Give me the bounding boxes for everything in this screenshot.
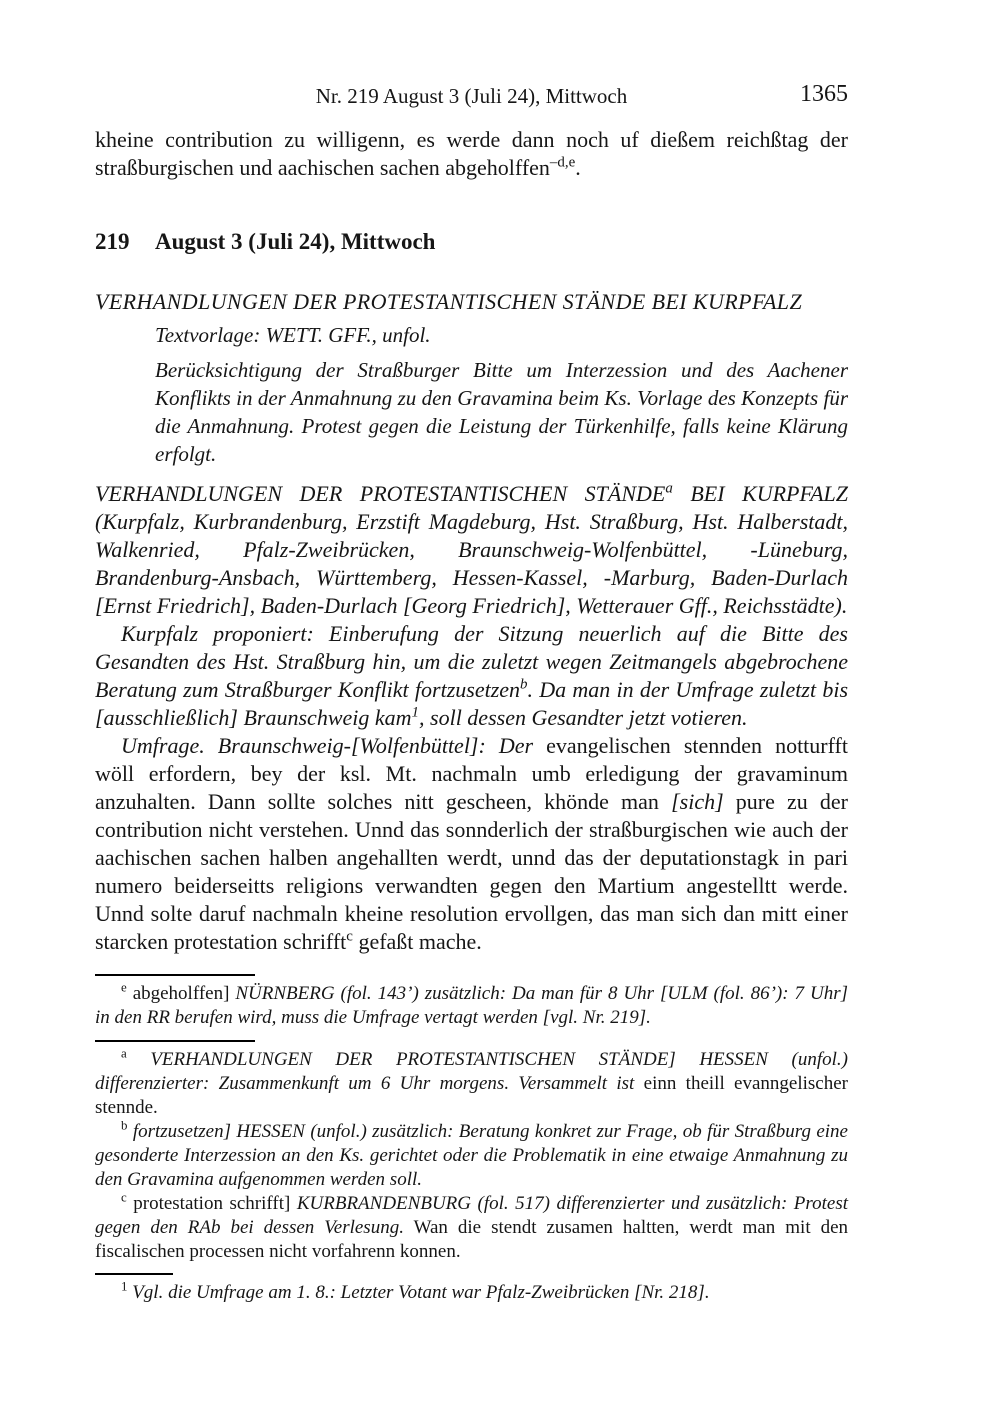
section-number: 219 — [95, 229, 130, 254]
footnote-separator-apparatus-prev — [95, 974, 255, 976]
proposition-paragraph: Kurpfalz proponiert: Einberufung der Sitzung neuerlich auf die Bitte des Gesandten des Hst. Straßburg hin, um die zuletzt wegen Zeitmangels abgebrochene Beratung zum Straßburger Konflikt fortzusetzen$^b$. Da man in der Umfrage zuletzt bis [ausschließlich] Braunschweig kam$^1$, soll dessen Gesandter jetzt votieren. — [95, 621, 849, 730]
section-heading — [95, 228, 848, 256]
section-title: August 3 (Juli 24), Mittwoch — [155, 229, 436, 254]
entry-summary: Berücksichtigung der Straßburger Bitte um Interzession und des Aachener Konflikts in der Anmahnung zu den Gravamina beim Ks. Vorlage des Konzepts für die Anmahnung. Protest gegen die Leistung der Türkenhilfe, falls keine Klärung erfolgt. — [155, 358, 848, 466]
footnote-b: $^b$ fortzusetzen] HESSEN (unfol.) zusätzlich: Beratung konkret zur Frage, ob für Straßburg eine gesonderte Interzession an den Ks. gerichtet oder die Problematik in eine etwaige Anmahnung zu den Gravamina aufgenommen werden soll. — [95, 1117, 848, 1190]
footnote-1: $^1$ Vgl. die Umfrage am 1. 8.: Letzter Votant war Pfalz-Zweibrücken [Nr. 218]. — [121, 1278, 710, 1303]
textvorlage-line: Textvorlage: WETT. GFF., unfol. — [155, 323, 431, 347]
continuation-paragraph: kheine contribution zu willigenn, es werde dann noch uf dießem reichßtag der straßburgischen und aachischen sachen abgeholffen$^{-d,e}$. — [95, 127, 848, 180]
running-header — [95, 82, 848, 110]
footnote-c: $^c$ protestation schrifft] KURBRANDENBURG (fol. 517) differenzierter und zusätzlich: Protest gegen den RAb bei dessen Verlesung. Wan die stendt zusamen haltten, werdt man mit den fiscalischen processen nicht vorfahrenn konnen. — [95, 1189, 849, 1262]
entry-heading: VERHANDLUNGEN DER PROTESTANTISCHEN STÄNDE BEI KURPFALZ — [95, 289, 803, 314]
umfrage-paragraph: Umfrage. Braunschweig-[Wolfenbüttel]: Der evangelischen stennden notturfft wöll erfordern, bey der ksl. Mt. nachmaln umb erledigung der gravaminum anzuhalten. Dann sollte solches nitt gescheen, khönde man [sich] pure zu der contribution nicht verstehen. Unnd das sonnderlich der straßburgischen wie auch der aachischen sachen halben angehallten werdt, unnd das der deputationstagk in pari numero beiderseitts religions verwandten gegen den Martium angestelltt werde. Unnd solte daruf nachmaln kheine resolution ervollgen, das man sich dan mitt einer starcken protestation schrifft$^c$ gefaßt mache. — [95, 733, 849, 954]
footnote-separator-apparatus — [95, 1040, 255, 1042]
participants-paragraph: VERHANDLUNGEN DER PROTESTANTISCHEN STÄNDE$^a$ BEI KURPFALZ (Kurpfalz, Kurbrandenburg, Erzstift Magdeburg, Hst. Straßburg, Hst. Halberstadt, Walkenried, Pfalz-Zweibrücken, Braunschweig-Wolfenbüttel, -Lüneburg, Brandenburg-Ansbach, Württemberg, Hessen-Kassel, -Marburg, Baden-Durlach [Ernst Friedrich], Baden-Durlach [Georg Friedrich], Wetterauer Gff., Reichsstädte). — [95, 480, 849, 618]
footnote-e: $^e$ abgeholffen] NÜRNBERG (fol. 143’) zusätzlich: Da man für 8 Uhr [ULM (fol. 86’): 7 Uhr] in den RR berufen wird, muss die Umfrage vertagt werden [vgl. Nr. 219]. — [95, 979, 848, 1028]
footnote-a: $^a$ VERHANDLUNGEN DER PROTESTANTISCHEN STÄNDE] HESSEN (unfol.) differenzierter: Zusammenkunft um 6 Uhr morgens. Versammelt ist einn theill evanngelischer stennde. — [95, 1045, 848, 1118]
footnote-separator-commentary — [95, 1273, 173, 1275]
running-header-title: Nr. 219 August 3 (Juli 24), Mittwoch — [315, 84, 628, 108]
page-number: 1365 — [800, 81, 848, 107]
